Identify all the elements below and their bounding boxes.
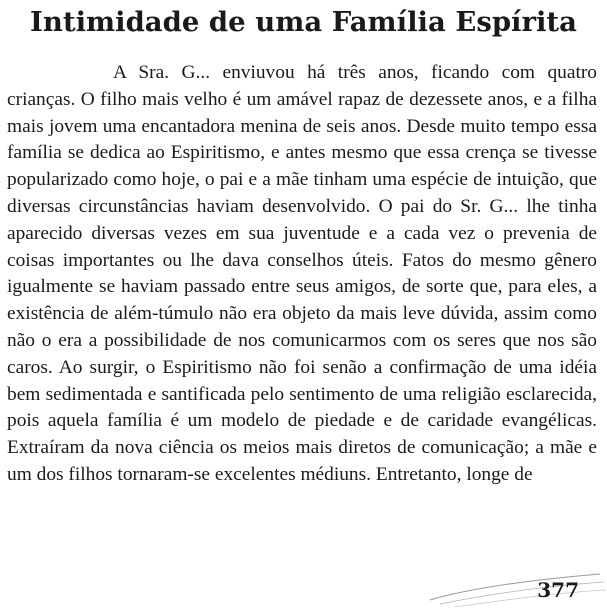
body-paragraph: A Sra. G... enviuvou há três anos, ficando com quatro crianças. O filho mais velho é um amável rapaz de dezessete anos, e a filha mais jovem uma encantadora menina de seis anos. Desde muito tempo essa família se dedica ao Espiritismo, e antes mesmo que essa crença se tivesse popularizado como hoje, o pai e a mãe tinham uma espécie de intuição, que diversas circunstâncias haviam desenvolvido. O pai do Sr. G... lhe tinha aparecido diversas vezes em sua juventude e a cada vez o prevenia de coisas importantes ou lhe dava conselhos úteis. Fatos do mesmo gênero igualmente se haviam passado entre seus amigos, de sorte que, para eles, a existência de além-túmulo não era objeto da mais leve dúvida, assim como não o era a possibilidade de nos comunicarmos com os seres que nos são caros. Ao surgir, o Espiritismo não foi senão a confirmação de uma idéia bem sedimentada e santificada pelo sentimento de uma religião esclarecida, pois aquela família é um modelo de piedade e de caridade evangélicas. Extraíram da nova ciência os meios mais diretos de comunicação; a mãe e um dos filhos tornaram-se excelentes médiuns. Entretanto, longe de xyxy=(7,62,597,485)
page-number: 377 xyxy=(537,578,579,602)
footer-swoosh-decoration xyxy=(0,560,607,609)
page-title: Intimidade de uma Família Espírita xyxy=(30,6,577,38)
